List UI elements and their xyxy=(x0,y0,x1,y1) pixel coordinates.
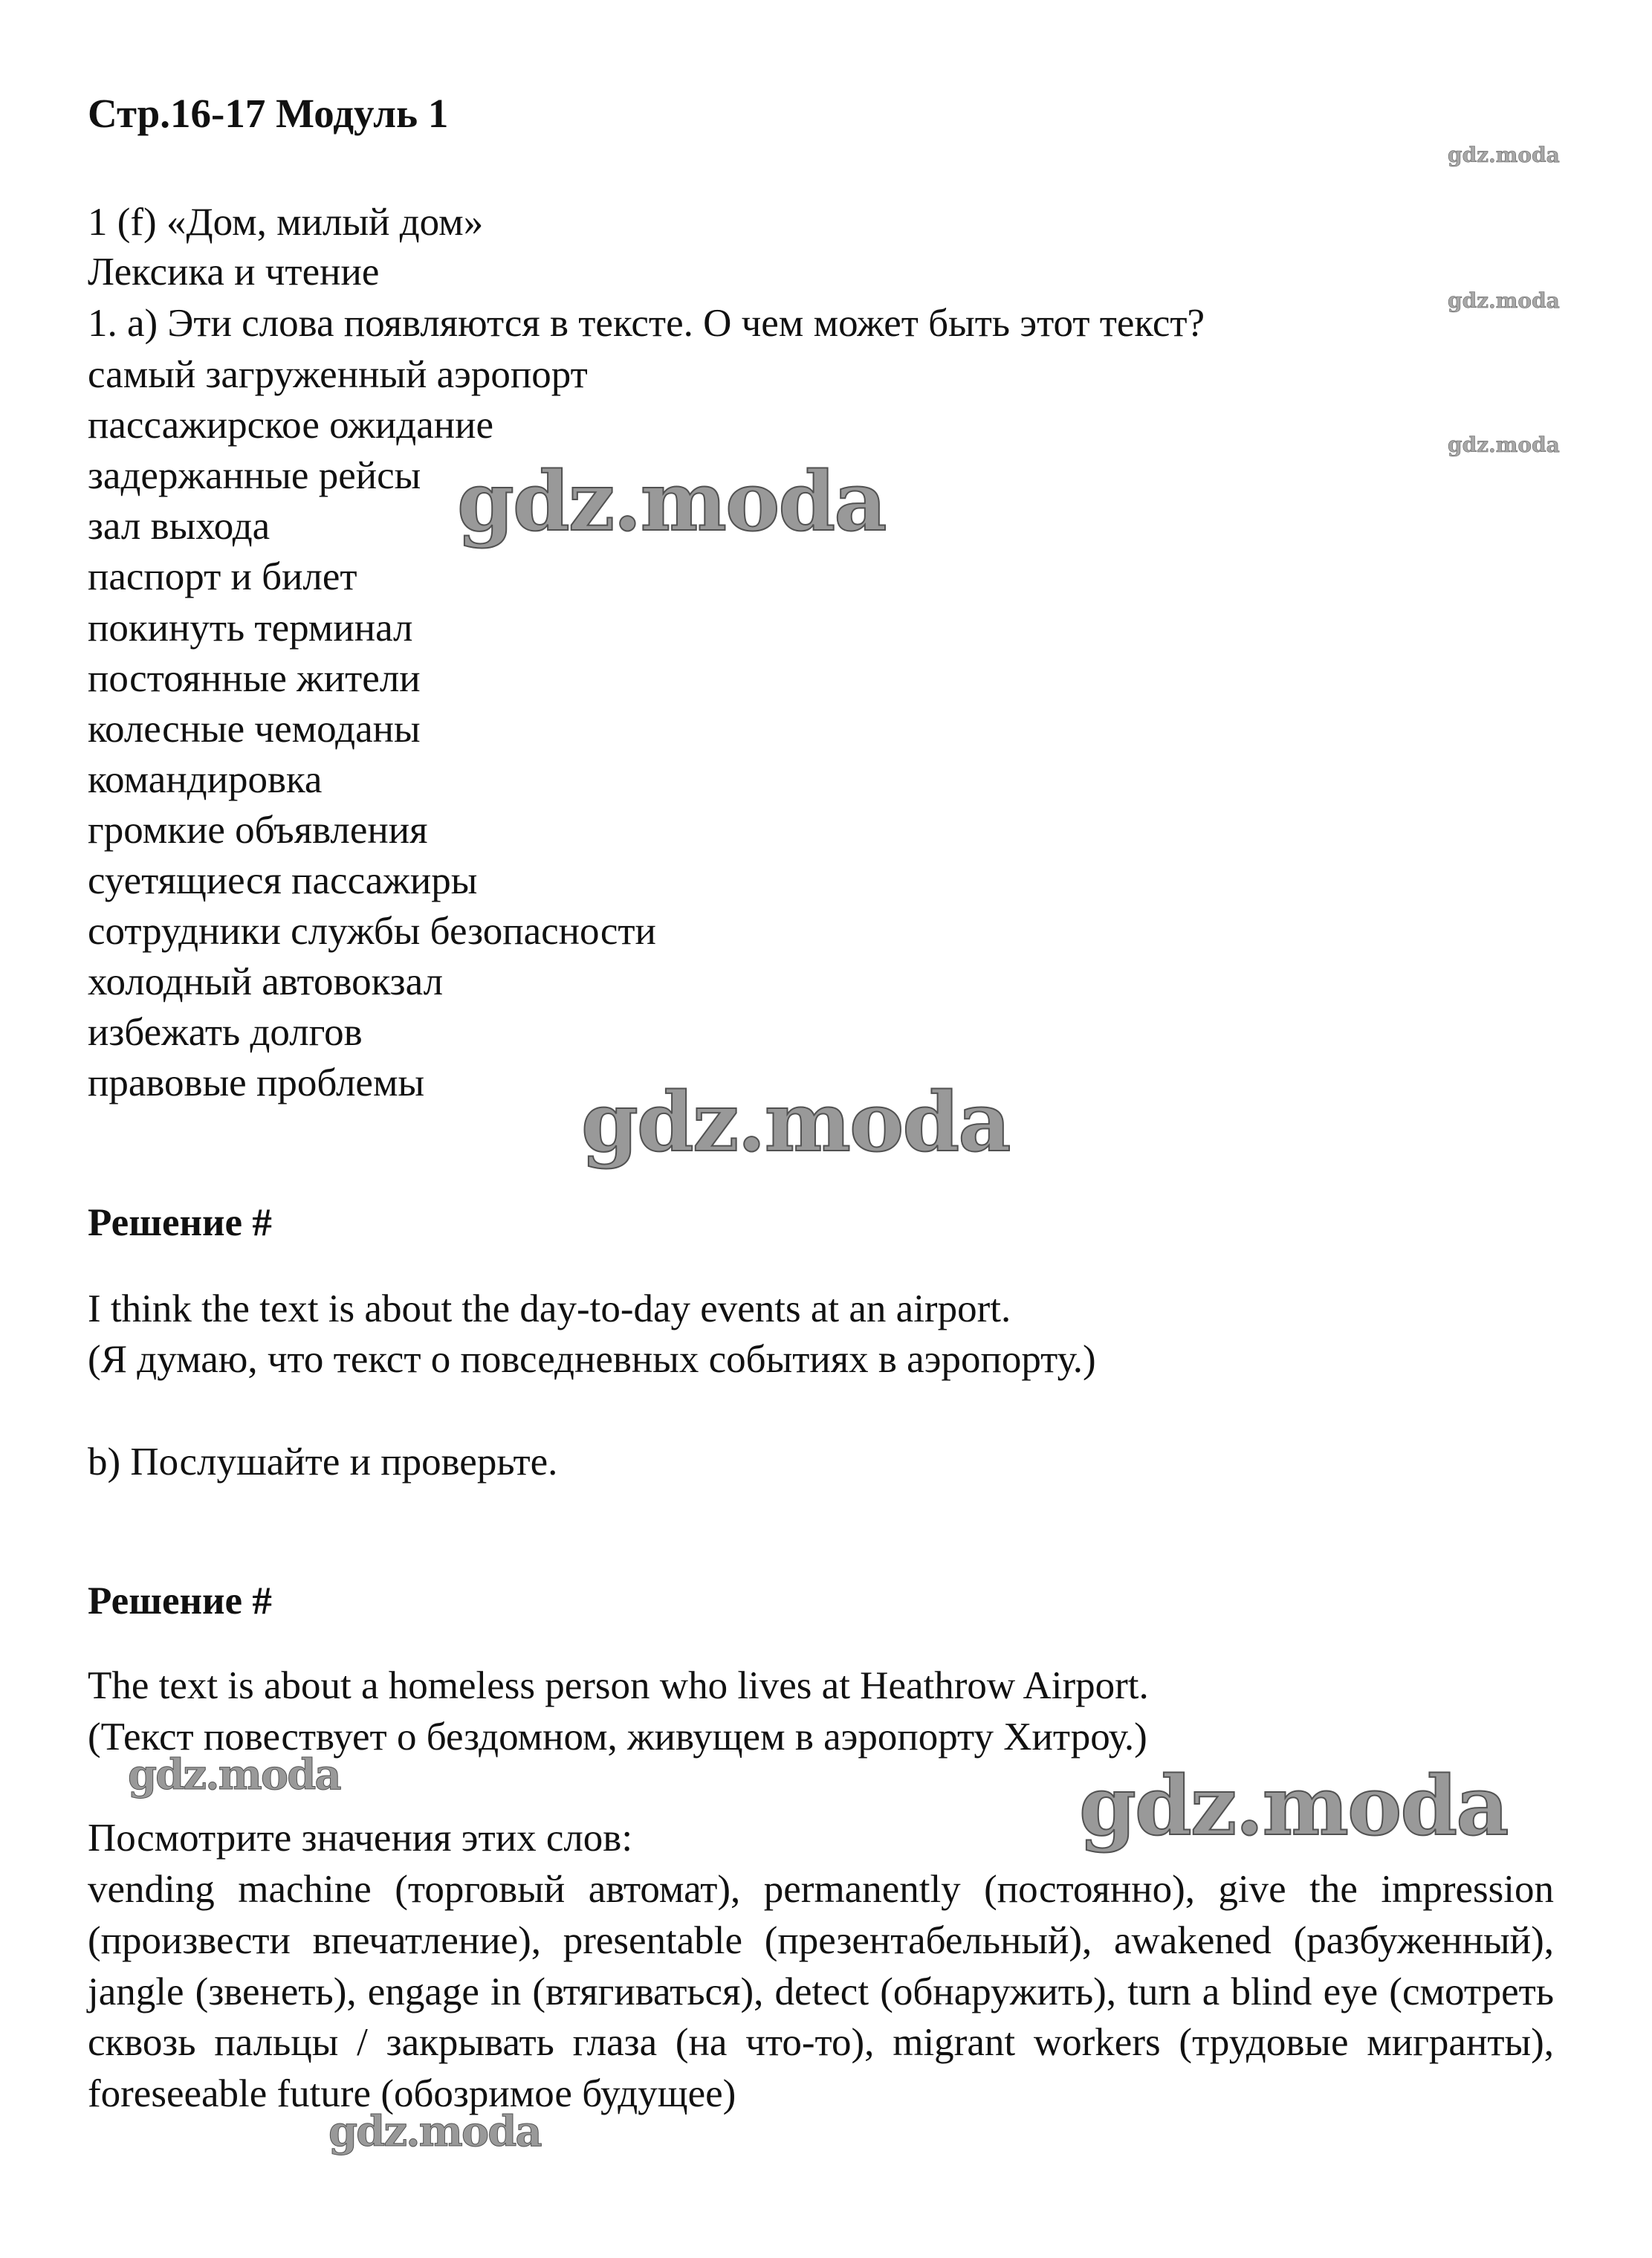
solution-1-en: I think the text is about the day-to-day events at an airport. xyxy=(88,1287,1011,1330)
lesson-title: 1 (f) «Дом, милый дом» xyxy=(88,201,484,244)
watermark: gdz.moda xyxy=(1448,288,1560,313)
word-item: громкие объявления xyxy=(88,808,428,852)
word-item: самый загруженный аэропорт xyxy=(88,353,588,396)
watermark: gdz.moda xyxy=(1079,1758,1508,1854)
solution-1-ru: (Я думаю, что текст о повседневных событиях в аэропорту.) xyxy=(88,1338,1096,1381)
word-item: задержанные рейсы xyxy=(88,454,421,498)
page-title: Стр.16-17 Модуль 1 xyxy=(88,91,449,136)
word-item: правовые проблемы xyxy=(88,1061,425,1105)
watermark: gdz.moda xyxy=(581,1074,1010,1170)
word-item: пассажирское ожидание xyxy=(88,404,493,447)
solution-2-ru: (Текст повествует о бездомном, живущем в аэропорту Хитроу.) xyxy=(88,1715,1147,1759)
word-item: сотрудники службы безопасности xyxy=(88,910,656,954)
word-item: зал выхода xyxy=(88,505,271,549)
word-item: избежать долгов xyxy=(88,1011,363,1055)
word-item: паспорт и билет xyxy=(88,555,357,599)
watermark: gdz.moda xyxy=(328,2107,541,2156)
vocab-paragraph: vending machine (торговый автомат), permanently (постоянно), give the impression (произвести впечатление), presentable (презентабельный), awakened (разбуженный), jangle (звенеть), engage in (втягиваться), detect (обнаружить), turn a blind eye (смотреть сквозь пальцы / закрывать глаза (на что-то), migrant workers (трудовые мигранты), foreseeable future (обозримое будущее) xyxy=(88,1868,1554,2116)
task-a: 1. a) Эти слова появляются в тексте. О чем может быть этот текст? xyxy=(88,302,1205,345)
word-item: суетящиеся пассажиры xyxy=(88,859,478,902)
watermark: gdz.moda xyxy=(457,453,886,549)
solution-2-en: The text is about a homeless person who lives at Heathrow Airport. xyxy=(88,1664,1149,1707)
word-item: покинуть терминал xyxy=(88,606,413,650)
watermark: gdz.moda xyxy=(128,1750,340,1799)
word-item: командировка xyxy=(88,757,323,801)
solution-heading-2: Решение # xyxy=(88,1579,272,1623)
word-item: холодный автовокзал xyxy=(88,960,444,1004)
word-item: постоянные жители xyxy=(88,656,421,700)
watermark: gdz.moda xyxy=(1448,433,1560,457)
solution-heading-1: Решение # xyxy=(88,1201,272,1244)
task-b: b) Послушайте и проверьте. xyxy=(88,1440,558,1484)
section-title: Лексика и чтение xyxy=(88,250,380,294)
watermark: gdz.moda xyxy=(1448,143,1560,167)
vocab-intro: Посмотрите значения этих слов: xyxy=(88,1817,633,1860)
word-item: колесные чемоданы xyxy=(88,707,421,751)
